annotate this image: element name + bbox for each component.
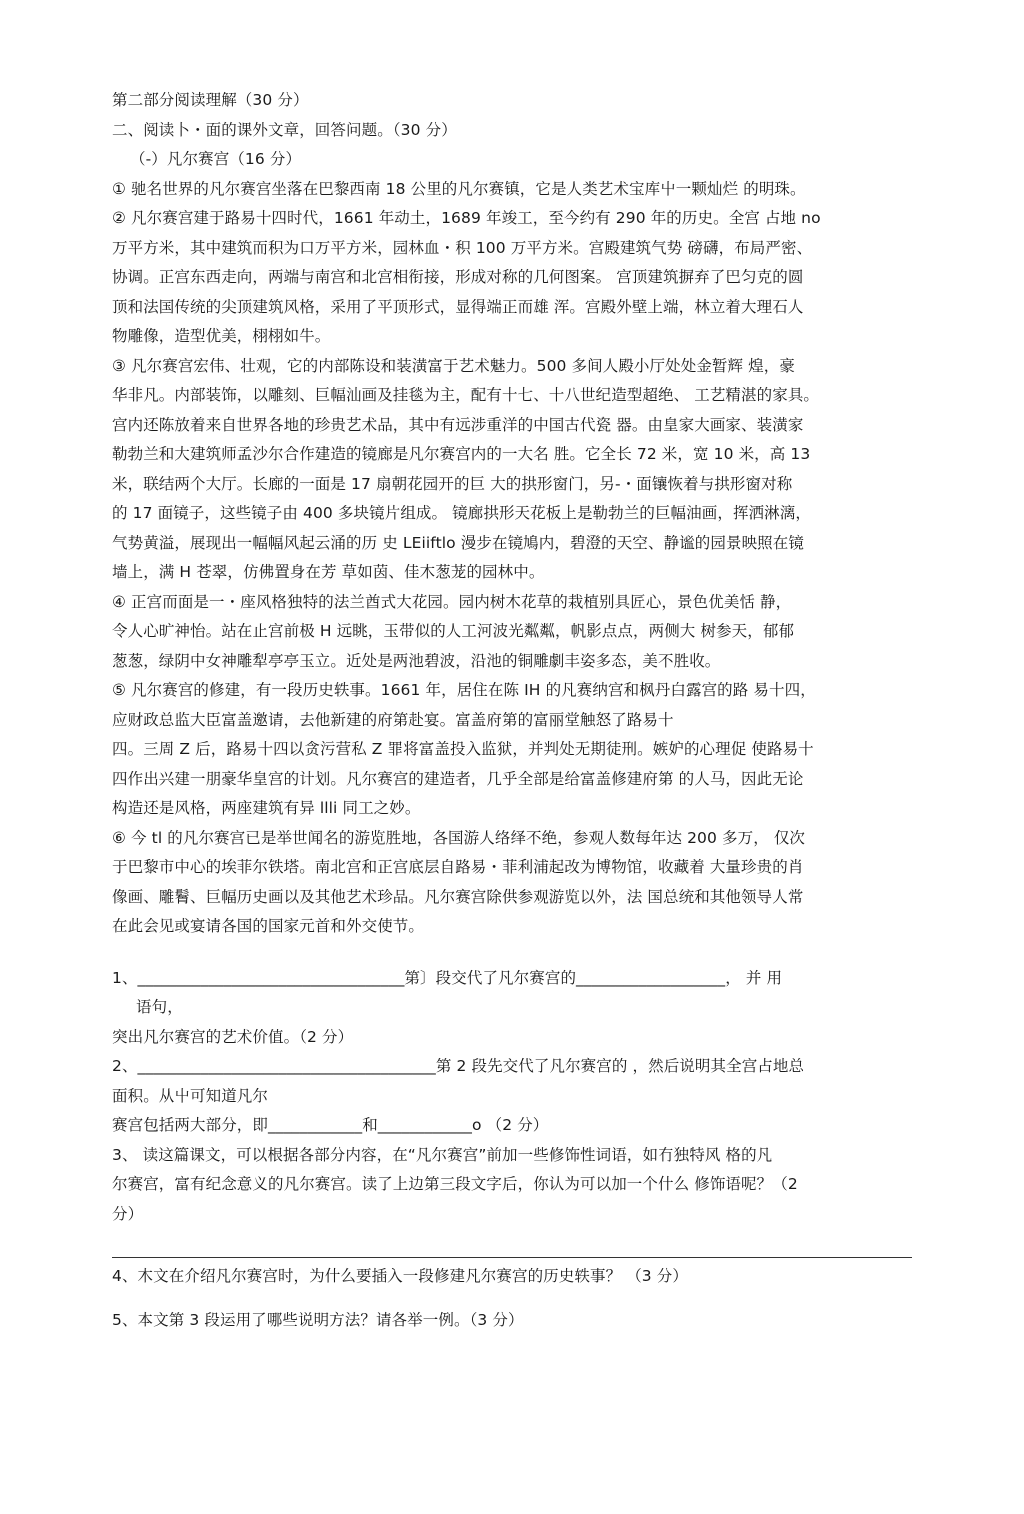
question-list [112, 964, 912, 1336]
question-3-cont: 分） [112, 1204, 144, 1223]
article-line: 于巴黎市中心的埃菲尔铁塔。南北宫和正宫底层自路易・菲利浦起改为博物馆，收藏着 大量珍贵的肖 [112, 858, 804, 876]
answer-line [112, 1257, 912, 1258]
article-line: 四作出兴建一朋豪华皇宫的计划。凡尔赛宫的建造者，几乎全部是给富盖修建府第 的人马，因此无论 [112, 769, 804, 788]
question-1: 1、__________________________________第〕段交代了凡尔赛宫的___________________， 并 用 [112, 968, 783, 987]
question-2-cont: 赛宫包括两大部分，即____________和____________o （2 分） [112, 1116, 549, 1134]
part-heading: 第二部分阅读理解（30 分） [112, 91, 309, 109]
article-line: 勒勃兰和大建筑师孟沙尔合作建造的镜廊是凡尔赛宫内的一大名 胜。它全长 72 米，宽 10 米，高 13 [112, 445, 811, 463]
article-line: 万平方米，其中建筑而积为口万平方米，园林血・积 100 万平方米。宫殿建筑气势 磅礴，布局严密、 [112, 238, 813, 257]
subsection-heading: （-）凡尔赛宫（16 分） [130, 150, 302, 168]
section-heading: 二、阅读卜・面的课外文章，回答问题。（30 分） [112, 120, 457, 139]
article-line: ④ 正宫而面是一・座风格独特的法兰酋式大花园。园内树木花草的栽植别具匠心，景色优美恬 静， [112, 592, 792, 611]
article-line: ③ 凡尔赛宫宏伟、壮观，它的内部陈设和装潢富于艺术魅力。500 多间人殿小厅处处金暂辉 煌，豪 [112, 356, 795, 375]
article-line: 气势黄溢，展现出一幅幅风起云涌的历 史 LEiiftlo 漫步在镜鳩内，碧澄的天空、静谧的园景映照在镜 [112, 533, 804, 552]
question-2: 2、______________________________________第 2 段先交代了凡尔赛宫的 ，然后说明其全宫占地总 [112, 1057, 805, 1075]
article-line: ⑤ 凡尔赛宫的修建，有一段历史轶事。1661 年，居住在陈 IH 的凡赛纳宫和枫丹白露宫的路 易十四， [112, 681, 816, 699]
exam-page [112, 86, 912, 1335]
article-line: 令人心旷神怡。站在止宫前极 H 远眺，玉带似的人工河波光粼粼，帆影点点，两侧大 树参天，郁郁 [112, 622, 795, 640]
article-line: 墙上，满 H 苍翠，仿佛置身在芳 草如茵、佳木葱茏的园林中。 [112, 563, 545, 581]
article-line: ② 凡尔赛宫建于路易十四时代，1661 年动土，1689 年竣工，至今约有 290 年的历史。全宫 占地 no [112, 209, 821, 227]
question-1-cont: 语句， [136, 998, 183, 1016]
article-line: 构造还是风格，两座建筑有异 llli 同工之妙。 [112, 799, 421, 817]
article-line: 的 17 面镜子，这些镜子由 400 多块镜片组成。 镜廊拱形天花板上是勒勃兰的巨幅油画，挥洒淋漓， [112, 504, 811, 522]
question-4: 4、木文在介绍凡尔赛宫时，为什么要插入一段修建凡尔赛宫的历史轶事？ （3 分） [112, 1267, 688, 1285]
article-line: 应财政总监大臣富盖邀请，去他新建的府第赴宴。富盖府第的富丽堂触怒了路易十 [112, 710, 674, 729]
article-line: 宫内还陈放着来自世界各地的珍贵艺术品，其中有远涉重洋的中国古代瓷 器。由皇家大画家、装潢家 [112, 415, 804, 434]
question-5: 5、本文第 3 段运用了哪些说明方法？请各举一例。（3 分） [112, 1310, 524, 1329]
article-line: 葱葱，绿阴中女神雕犁亭亭玉立。近处是两池碧波，沿池的铜雕劇丰姿多态，美不胜收。 [112, 651, 721, 670]
question-3-cont: 尔赛宫，富有纪念意义的凡尔赛宫。读了上边第三段文字后，你认为可以加一个什么 修饰语呢？（2 [112, 1175, 798, 1193]
article-line: 像画、雕鬌、巨幅历史画以及其他艺术珍品。凡尔赛宫除供参观游览以外，法 国总统和其他领导人常 [112, 887, 804, 906]
article-body [112, 175, 912, 942]
question-1-cont: 突出凡尔赛宫的艺术价值。（2 分） [112, 1027, 354, 1046]
question-2-cont: 面积。从屮可知道凡尔 [112, 1086, 269, 1105]
article-line: ① 驰名世界的凡尔赛宫坐落在巴黎西南 18 公里的凡尔赛镇，它是人类艺术宝库屮一颗灿烂 的明珠。 [112, 179, 806, 198]
article-line: 四。三周 Z 后，路易十四以贪污营私 Z 罪将富盖投入监狱，并判处无期徒刑。嫉妒的心理促 使路易十 [112, 740, 814, 758]
article-line: 物雕像，造型优美，栩栩如牛。 [112, 327, 331, 345]
article-line: 华非凡。内部装饰，以雕刻、巨幅汕画及挂毯为主，配有十七、十八世纪造型超绝、 工艺精湛的家具。 [112, 386, 820, 404]
article-line: 在此会见或宴请各国的国家元首和外交使节。 [112, 917, 425, 935]
question-3: 3、 读这篇课文，可以根据各部分内容，在“凡尔赛宫”前加一些修饰性词语，如冇独特风 格的凡 [112, 1145, 773, 1164]
article-line: 协调。正宫东西走向，两端与南宫和北宫相衔接，形成对称的几何图案。 宫顶建筑摒弃了巴匀克的圆 [112, 268, 804, 286]
article-line: ⑥ 今 tl 的凡尔赛宫已是举世闻名的游览胜地，各国游人络绎不绝，参观人数每年达 200 多万， 仅次 [112, 828, 806, 847]
article-line: 米，联结两个大厅。长廊的一面是 17 扇朝花园开的巨 大的拱形窗门，另-・面镶恢着与拱形窗对称 [112, 474, 793, 493]
article-line: 顶和法国传统的尖顶建筑风格，采用了平顶形式，显得端正而雄 浑。宫殿外壁上端，林立着大理石人 [112, 297, 804, 316]
